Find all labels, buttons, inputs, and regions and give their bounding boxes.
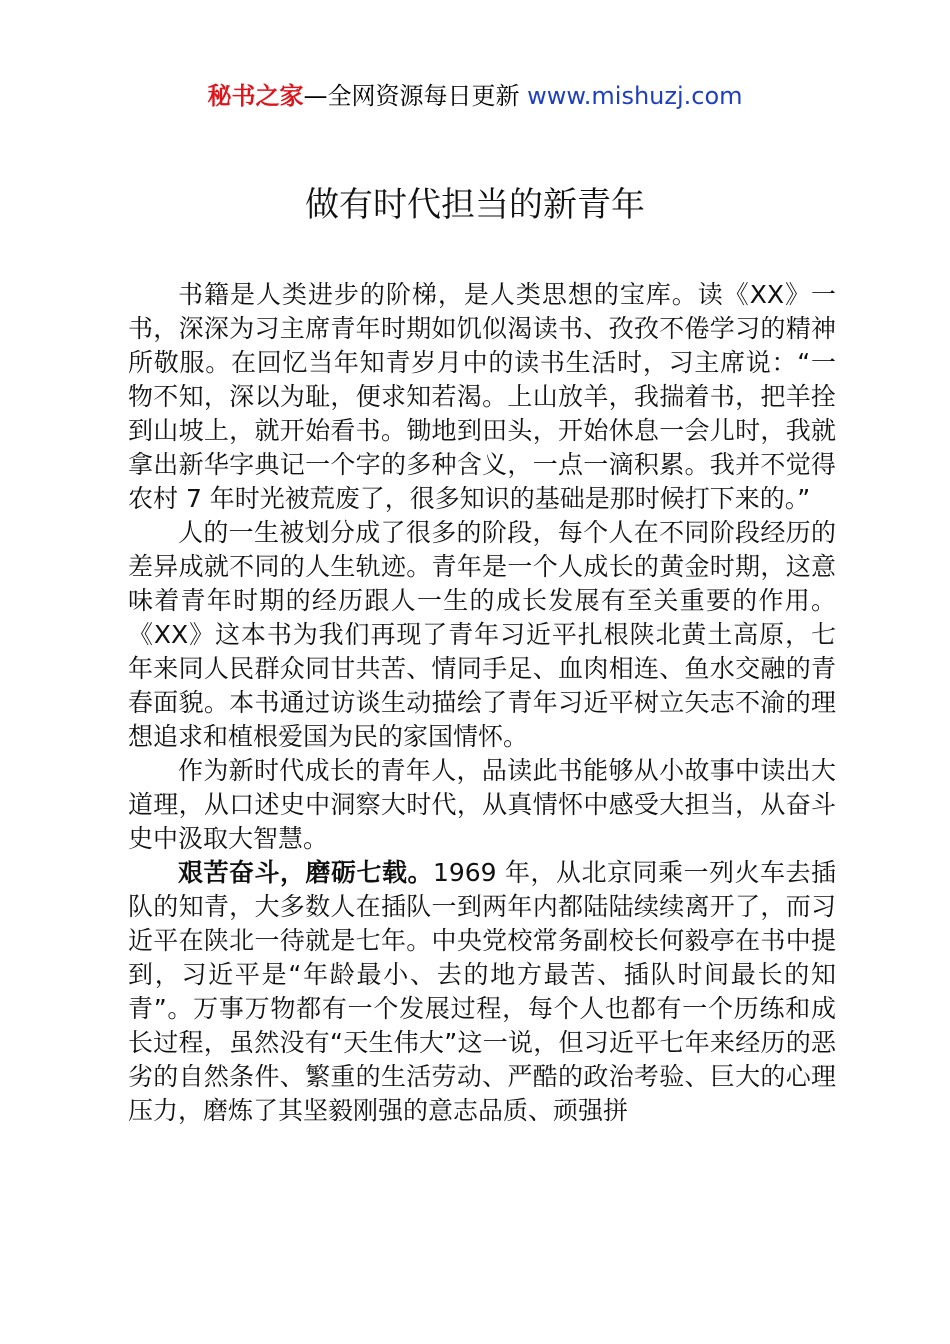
document-title: 做有时代担当的新青年 [305,185,645,225]
paragraph-3 [128,754,836,856]
site-slogan: —全网资源每日更新 [303,82,520,110]
paragraph-text: 书籍是人类进步的阶梯，是人类思想的宝库。读《XX》一书，深深为习主席青年时期如饥似渴读书、孜孜不倦学习的精神所敬服。在回忆当年知青岁月中的读书生活时，习主席说：“一物不知，深以为耻，便求知若渴。上山放羊，我揣着书，把羊拴到山坡上，就开始看书。锄地到田头，开始休息一会儿时，我就拿出新华字典记一个字的多种含义，一点一滴积累。我并不觉得农村 7 年时光被荒废了，很多知识的基础是那时候打下来的。” [128,280,836,513]
paragraph-lead-heading: 艰苦奋斗，磨砺七载。 [178,858,433,887]
paragraph-4 [128,856,836,1128]
document-body [128,278,836,1128]
paragraph-text: 1969 年，从北京同乘一列火车去插队的知青，大多数人在插队一到两年内都陆陆续续离开了，而习近平在陕北一待就是七年。中央党校常务副校长何毅亭在书中提到，习近平是“年龄最小、去的地方最苦、插队时间最长的知青”。万事万物都有一个发展过程，每个人也都有一个历练和成长过程，虽然没有“天生伟大”这一说，但习近平七年来经历的恶劣的自然条件、繁重的生活劳动、严酷的政治考验、巨大的心理压力，磨炼了其坚毅刚强的意志品质、顽强拼 [128,858,836,1125]
site-brand: 秘书之家 [207,82,304,110]
site-url-link[interactable]: www.mishuzj.com [527,82,743,110]
paragraph-2 [128,516,836,754]
paragraph-text: 人的一生被划分成了很多的阶段，每个人在不同阶段经历的差异成就不同的人生轨迹。青年是一个人成长的黄金时期，这意味着青年时期的经历跟人一生的成长发展有至关重要的作用。《XX》这本书为我们再现了青年习近平扎根陕北黄土高原，七年来同人民群众同甘共苦、情同手足、血肉相连、鱼水交融的青春面貌。本书通过访谈生动描绘了青年习近平树立矢志不渝的理想追求和植根爱国为民的家国情怀。 [128,518,836,751]
paragraph-1 [128,278,836,516]
site-header [0,80,950,112]
paragraph-text: 作为新时代成长的青年人，品读此书能够从小故事中读出大道理，从口述史中洞察大时代，从真情怀中感受大担当，从奋斗史中汲取大智慧。 [128,756,836,853]
